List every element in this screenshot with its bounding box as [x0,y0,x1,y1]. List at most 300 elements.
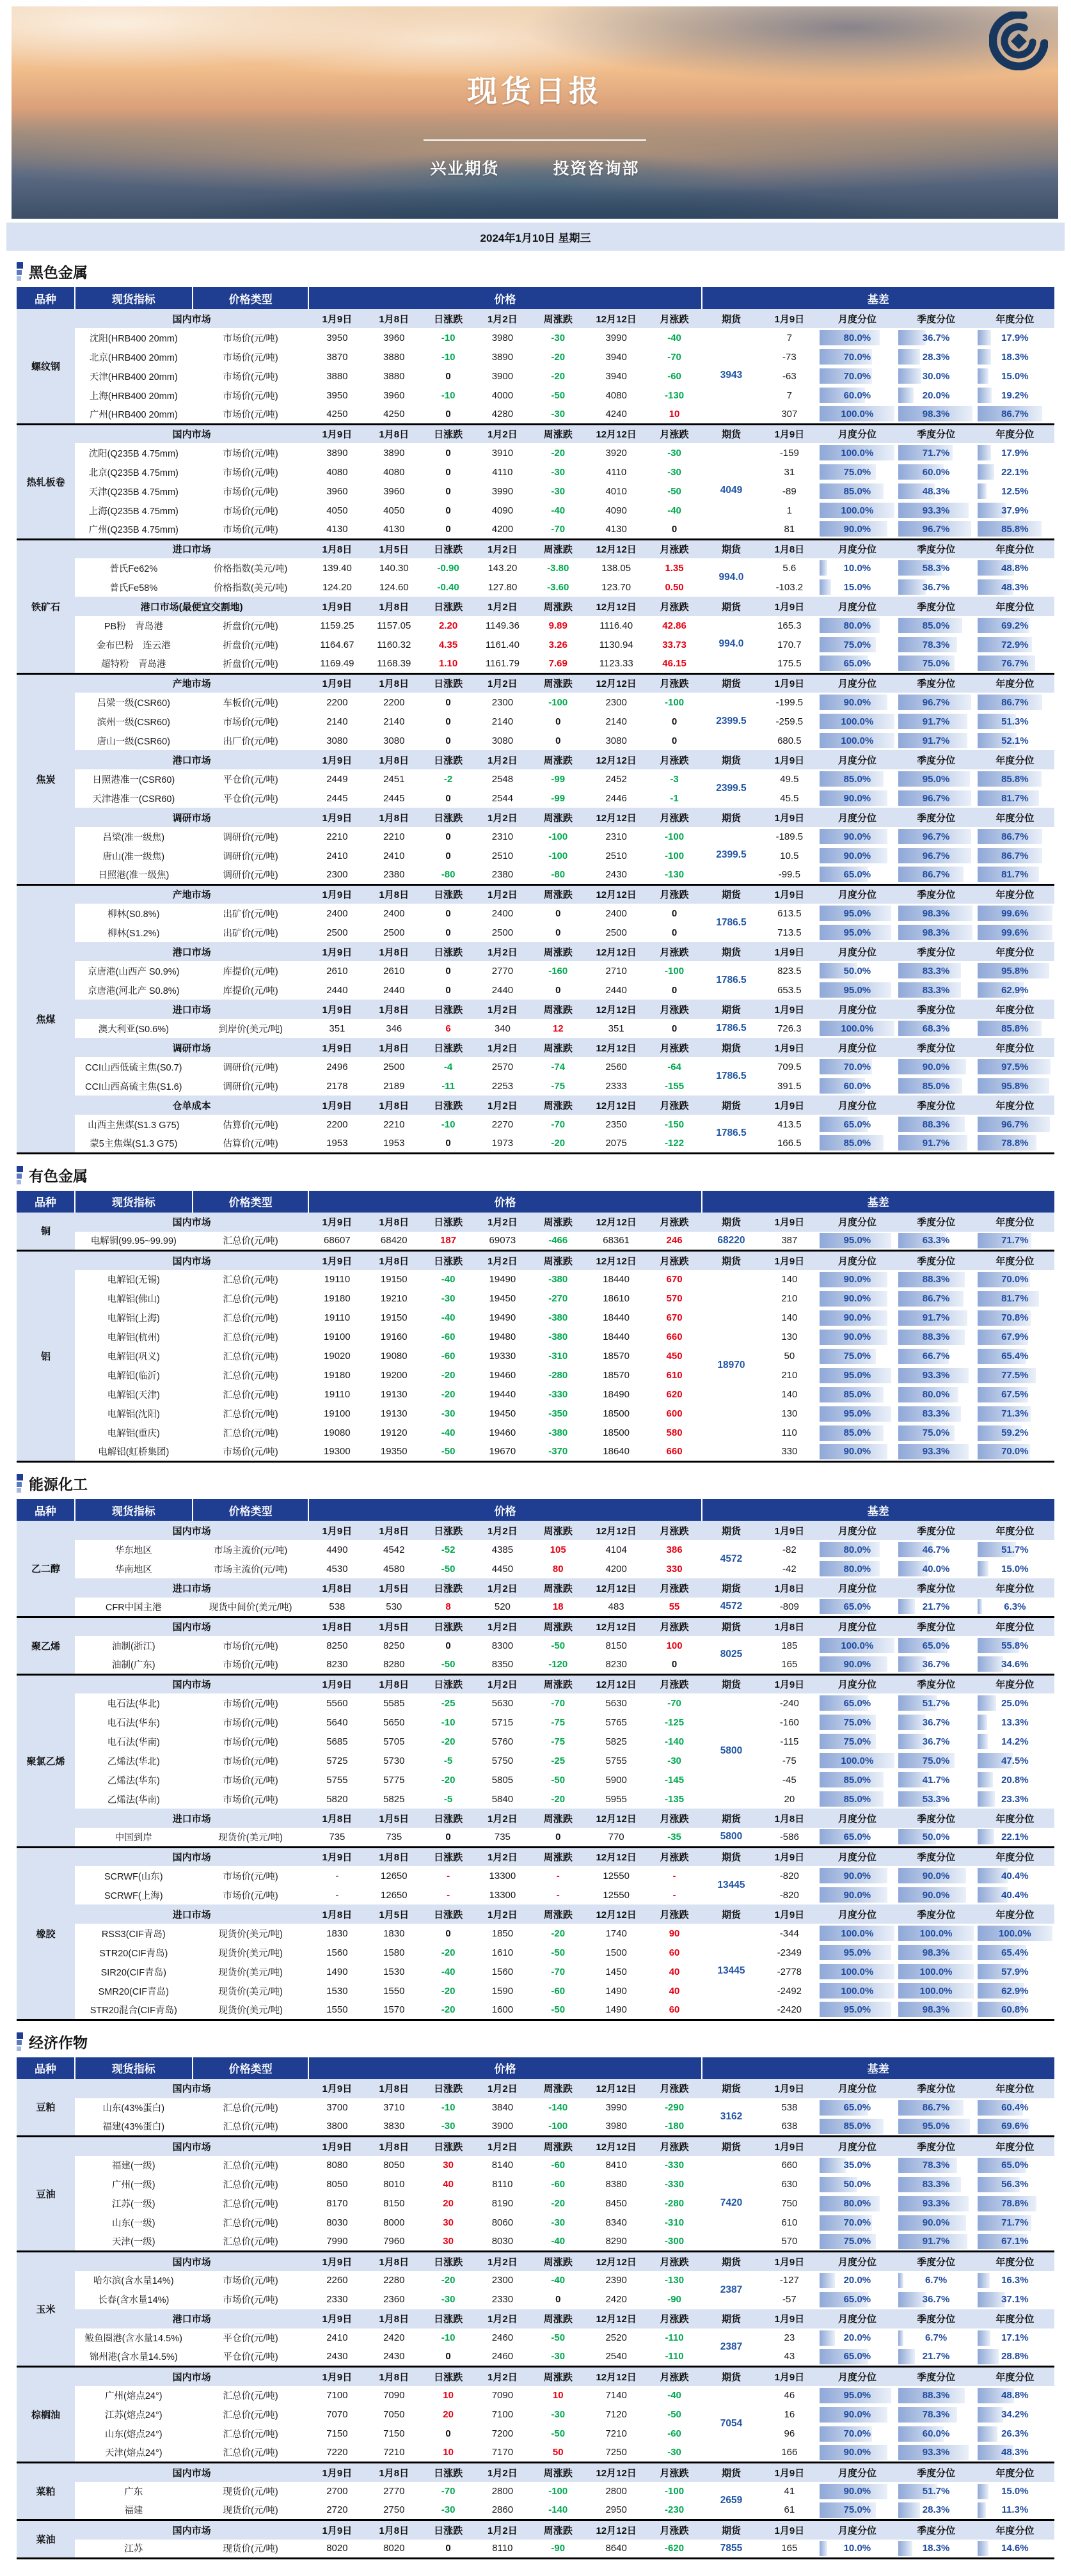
percentile-bar-wrap [820,1542,894,1557]
price-value: 2140 [326,716,348,727]
price-value: 2200 [326,1119,348,1130]
column-date-label: 年度分位 [976,1617,1054,1636]
change-value: 0 [445,735,451,746]
percentile-cell [818,2271,896,2290]
price-value: 770 [608,1831,624,1842]
percentile-cell [818,846,896,865]
price-type-label: 市场价(元/吨) [223,1890,278,1901]
price-value: 2420 [605,2294,627,2305]
price-value: 2750 [383,2504,405,2516]
percentile-value: 69.2% [1001,620,1029,631]
indicator-label: 天津(熔点24°) [104,2448,163,2459]
percentile-bar-wrap [898,695,973,710]
percentile-cell [976,1981,1054,2000]
percentile-bar-wrap [978,925,1052,940]
percentile-bar-wrap [978,829,1052,844]
percentile-cell [818,1076,896,1096]
percentile-bar-wrap [898,963,973,978]
price-value: 7090 [491,2390,514,2401]
percentile-bar-wrap [898,1715,973,1730]
column-date-label: 季度分位 [896,1096,975,1115]
column-date-label: 1月9日 [761,597,818,616]
price-value: 4130 [326,523,348,535]
percentile-value: 50.0% [843,965,871,977]
price-value: 4240 [605,408,627,420]
percentile-bar-wrap [978,1135,1052,1151]
column-date-label: 12月12日 [585,808,647,827]
price-type-label: 现货价(美元/吨) [218,2005,283,2016]
price-value: 13300 [489,1870,516,1881]
basis-value: -2349 [777,1947,802,1958]
percentile-bar-wrap [978,2484,1052,2499]
percentile-cell [818,462,896,482]
percentile-bar-wrap [820,579,894,595]
basis-value: -42 [782,1563,797,1575]
price-value: 1169.49 [320,657,354,669]
price-value: 2210 [383,1119,405,1130]
percentile-bar-wrap [898,2215,973,2231]
market-subheader-row [17,539,1054,558]
price-value: 2360 [383,2294,405,2305]
percentile-value: 36.7% [922,1658,950,1670]
price-value: 1490 [605,1985,627,1997]
market-label: 国内市场 [75,1617,309,1636]
percentile-bar-wrap [898,2426,973,2442]
percentile-bar-wrap [898,1135,973,1151]
percentile-bar-wrap [898,2273,973,2288]
price-value: 5630 [491,1697,514,1709]
percentile-bar-wrap [820,867,894,882]
percentile-bar-wrap [820,1444,894,1459]
price-group-header: 价格 [308,1191,701,1213]
percentile-value: 56.3% [1001,2179,1029,2190]
percentile-value: 90.0% [843,850,871,861]
section-bullet-icon [17,262,23,281]
column-date-label: 1月9日 [761,2137,818,2156]
indicator-label: STR20混合(CIF青岛) [90,2005,177,2016]
percentile-bar-wrap [820,848,894,863]
column-date-label: 月涨跌 [647,2252,702,2271]
column-date-label: 1月2日 [474,539,531,558]
price-value: 5840 [491,1793,514,1805]
basis-value: -82 [782,1544,797,1555]
percentile-cell [818,2424,896,2444]
percentile-cell [818,616,896,635]
change-value: -155 [665,1080,685,1092]
indicator-label: 乙烯法(华东) [107,1775,160,1786]
price-value: 5755 [605,1755,627,1766]
price-value: 2460 [491,2351,514,2362]
percentile-bar-wrap [978,2234,1052,2249]
percentile-bar-wrap [978,1117,1052,1132]
percentile-cell [818,2444,896,2463]
percentile-cell [818,1308,896,1328]
column-date-label: 季度分位 [896,1617,975,1636]
variety-label: 铜 [17,1213,75,1251]
percentile-cell [976,1289,1054,1308]
percentile-bar-wrap [898,1926,973,1941]
market-label: 进口市场 [75,1000,309,1019]
change-value: 20 [443,2198,454,2209]
column-date-label: 周涨跌 [531,1809,585,1828]
percentile-cell [896,1866,975,1885]
percentile-value: 20.0% [843,2275,871,2286]
basis-value: -45 [782,1774,797,1786]
percentile-bar-wrap [898,1638,973,1653]
column-date-label: 月涨跌 [647,1674,702,1693]
percentile-value: 78.3% [922,2409,950,2420]
price-type-label: 现货价(美元/吨) [218,1967,283,1978]
column-date-label: 年度分位 [976,1674,1054,1693]
column-date-label: 年度分位 [976,1038,1054,1057]
percentile-cell [896,865,975,884]
column-date-label: 1月2日 [474,2520,531,2540]
price-value: 5900 [605,1774,627,1786]
percentile-bar [978,349,991,365]
percentile-cell [896,789,975,808]
spot-daily-report-page [0,6,1071,2576]
column-date-label: 月涨跌 [647,1847,702,1866]
basis-value: -89 [782,485,797,497]
column-date-label: 1月8日 [365,1038,422,1057]
change-value: -370 [548,1446,568,1457]
percentile-bar-wrap [978,2445,1052,2460]
percentile-cell [818,731,896,750]
indicator-label: 电解铝(临沂) [107,1371,160,1381]
percentile-cell [818,1347,896,1366]
table-row [17,1828,1054,1847]
percentile-cell [896,1134,975,1153]
percentile-cell [896,1328,975,1347]
price-value: 19110 [324,1274,351,1285]
price-value: 18640 [603,1446,630,1457]
percentile-bar [978,388,992,403]
percentile-bar-wrap [898,925,973,940]
table-row [17,347,1054,366]
change-value: 90 [669,1928,680,1939]
indicator-label: 电解铜(99.95~99.99) [90,1236,177,1247]
percentile-cell [896,2117,975,2137]
percentile-cell [976,2233,1054,2252]
indicator-label: SCRWF(山东) [104,1871,163,1882]
column-date-label: 季度分位 [896,2309,975,2329]
percentile-cell [976,1404,1054,1424]
price-value: 2253 [491,1080,514,1092]
basis-value: -344 [779,1928,799,1939]
percentile-cell [818,1366,896,1385]
column-date-label: 1月9日 [761,2252,818,2271]
column-date-label: 12月12日 [585,2079,647,2098]
change-value: -3.60 [547,581,569,593]
change-value: 0 [445,408,451,420]
percentile-value: 75.0% [843,1736,871,1747]
basis-value: 613.5 [777,907,802,919]
percentile-bar-wrap [820,2177,894,2192]
price-type-label: 汇总价(元/吨) [223,2430,278,2440]
percentile-value: 85.0% [843,1137,871,1149]
percentile-value: 65.4% [1001,1947,1029,1958]
column-date-label: 1月8日 [365,309,422,328]
column-date-label: 月涨跌 [647,1213,702,1232]
change-value: -50 [441,1563,456,1575]
percentile-value: 70.0% [843,370,871,382]
percentile-cell [976,2348,1054,2367]
column-date-label: 1月2日 [474,2137,531,2156]
column-date-label: 日涨跌 [422,1096,474,1115]
column-date-label: 周涨跌 [531,808,585,827]
percentile-bar [898,388,913,403]
table-row [17,2540,1054,2559]
column-date-label: 1月2日 [474,597,531,616]
price-type-label: 市场价(元/吨) [223,1641,278,1652]
price-value: 1590 [491,1985,514,1997]
percentile-cell [896,846,975,865]
indicator-label: 唐山一级(CSR60) [97,736,170,747]
percentile-cell [976,923,1054,942]
change-value: -466 [548,1235,568,1246]
change-value: 570 [666,1293,683,1304]
percentile-bar-wrap [820,330,894,345]
column-date-label: 12月12日 [585,1038,647,1057]
percentile-cell [818,1289,896,1308]
percentile-value: 10.0% [843,562,871,574]
change-value: -50 [551,1774,566,1786]
change-value: -100 [548,2121,568,2132]
percentile-bar [978,1829,994,1844]
market-subheader-row [17,884,1054,904]
indicator-label: 哈尔滨(含水量14%) [93,2276,174,2286]
percentile-bar-wrap [820,1310,894,1326]
price-type-label: 库提价(元/吨) [223,986,278,996]
percentile-value: 65.0% [843,2351,871,2362]
futures-price: 1786.5 [716,1127,747,1139]
price-value: 2210 [383,831,405,842]
column-date-label: 1月8日 [365,2137,422,2156]
percentile-value: 95.0% [843,1235,871,1246]
price-type-label: 市场价(元/吨) [223,333,278,344]
basis-value: 166 [781,2447,798,2458]
percentile-cell [896,731,975,750]
indicator-label: 日照港(准一级焦) [98,870,170,881]
change-value: -120 [548,1658,568,1670]
change-value: -30 [667,2447,681,2458]
change-value: -30 [551,332,566,343]
percentile-cell [896,1828,975,1847]
price-value: 2200 [383,696,405,708]
percentile-value: 23.3% [1001,1793,1029,1805]
indicator-label: 普氏Fe62% [109,563,158,574]
variety-column-header: 品种 [17,1191,75,1213]
percentile-cell [976,1134,1054,1153]
futures-price: 994.0 [718,572,744,583]
percentile-bar-wrap [820,1715,894,1730]
percentile-value: 34.2% [1001,2409,1029,2420]
futures-price: 4049 [720,485,743,496]
market-subheader-row [17,942,1054,961]
percentile-bar-wrap [820,1887,894,1903]
percentile-bar-wrap [978,1387,1052,1402]
change-value: -1 [670,792,679,804]
percentile-cell [976,693,1054,712]
percentile-value: 90.0% [843,831,871,842]
change-value: -20 [441,1985,456,1997]
report-title: 现货日报 [467,74,603,108]
percentile-bar-wrap [898,1964,973,1979]
percentile-cell [818,366,896,386]
percentile-bar-wrap [978,464,1052,480]
table-row [17,1693,1054,1713]
percentile-bar-wrap [820,2119,894,2134]
percentile-bar-wrap [820,2502,894,2518]
column-date-label: 期货 [702,884,761,904]
percentile-bar-wrap [898,388,973,403]
percentile-bar-wrap [820,2158,894,2173]
market-label: 港口市场 [75,750,309,769]
percentile-value: 17.9% [1001,447,1029,459]
column-date-label: 期货 [702,2252,761,2271]
column-date-label: 1月8日 [365,2252,422,2271]
change-value: -130 [665,2275,685,2286]
percentile-value: 77.5% [1001,1370,1029,1381]
change-value: -100 [665,2486,685,2497]
percentile-cell [896,1789,975,1809]
table-row [17,1636,1054,1655]
column-date-label: 日涨跌 [422,1674,474,1693]
table-row [17,366,1054,386]
price-value: 3700 [326,2102,348,2113]
percentile-value: 65.0% [922,1640,950,1651]
percentile-bar-wrap [978,2119,1052,2134]
percentile-value: 71.7% [1001,1235,1029,1246]
indicator-label: 电石法(华南) [107,1737,160,1748]
percentile-cell [818,2329,896,2348]
percentile-cell [818,2175,896,2194]
percentile-cell [818,1981,896,2000]
percentile-bar-wrap [898,1561,973,1576]
change-value: 10 [669,408,680,420]
basis-value: 140 [781,1312,798,1323]
futures-price: 2659 [720,2494,743,2506]
percentile-bar-wrap [820,1772,894,1787]
percentile-bar-wrap [978,2158,1052,2173]
percentile-bar [898,2273,903,2288]
price-value: 8020 [326,2543,348,2554]
price-value: 1610 [491,1947,514,1958]
column-date-label: 期货 [702,808,761,827]
price-value: 2800 [491,2486,514,2497]
variety-label: 玉米 [17,2252,75,2367]
change-value: -125 [665,1716,685,1728]
price-value: 4080 [326,466,348,478]
indicator-label: 沈阳(Q235B 4.75mm) [88,448,178,459]
table-row [17,904,1054,923]
table-row [17,2501,1054,2520]
column-date-label: 12月12日 [585,1847,647,1866]
change-value: 12 [552,1023,564,1034]
price-value: 4130 [383,523,405,535]
percentile-value: 75.0% [922,1427,950,1438]
column-date-label: 1月9日 [761,1251,818,1270]
change-value: -10 [441,1716,456,1728]
column-date-label: 1月8日 [365,808,422,827]
percentile-cell [976,731,1054,750]
indicator-label: 山东(一级) [111,2219,155,2229]
percentile-cell [818,1115,896,1134]
column-date-label: 年度分位 [976,1521,1054,1540]
indicator-label: CFR中国主港 [105,1602,162,1613]
table-row [17,1866,1054,1885]
market-subheader-row [17,1096,1054,1115]
price-type-label: 汇总价(元/吨) [223,1410,278,1420]
market-subheader-row [17,1000,1054,1019]
column-date-label: 月度分位 [818,942,896,961]
table-row [17,654,1054,673]
price-value: 4385 [491,1544,514,1555]
column-date-label: 季度分位 [896,597,975,616]
change-value: -110 [665,2351,684,2362]
percentile-cell [976,462,1054,482]
percentile-value: 15.0% [843,581,871,593]
price-value: 8230 [326,1658,348,1670]
price-value: 3920 [605,447,627,459]
price-value: 2610 [326,965,348,977]
basis-value: 307 [781,408,798,420]
price-value: 4542 [383,1544,405,1555]
change-value: -100 [548,831,568,842]
percentile-value: 60.0% [922,466,950,478]
price-value: 19130 [380,1389,408,1400]
percentile-value: 90.0% [843,696,871,708]
price-type-label: 市场价(元/吨) [223,1871,278,1882]
percentile-bar-wrap [898,1695,973,1711]
change-value: -30 [551,408,566,420]
percentile-cell [818,1732,896,1751]
price-type-label: 市场价(元/吨) [223,1756,278,1767]
column-date-label: 1月9日 [308,1038,365,1057]
price-value: 5560 [326,1697,348,1709]
change-value: - [672,1870,676,1881]
price-value: 2770 [491,965,514,977]
basis-value: -57 [782,2294,797,2305]
column-date-label: 季度分位 [896,673,975,693]
column-date-label: 日涨跌 [422,1038,474,1057]
futures-price: 13445 [717,1880,745,1890]
market-subheader-row [17,1578,1054,1598]
percentile-cell [976,1924,1054,1943]
price-value: 5755 [326,1774,348,1786]
percentile-value: 81.7% [1001,792,1029,804]
price-type-label: 调研价(元/吨) [223,1081,278,1092]
percentile-value: 62.9% [1001,984,1029,996]
column-date-label: 1月5日 [365,1809,422,1828]
indicator-label: 天津港准一(CSR60) [92,794,175,805]
change-value: -100 [665,850,685,861]
percentile-bar-wrap [978,1926,1052,1941]
percentile-value: 72.9% [1001,639,1029,650]
percentile-cell [818,2482,896,2501]
percentile-value: 70.0% [843,351,871,363]
column-date-label: 1月8日 [365,2463,422,2482]
price-value: 483 [608,1601,624,1612]
change-value: -90 [551,2543,566,2554]
variety-label: 铝 [17,1251,75,1462]
percentile-bar [978,2407,1003,2423]
basis-value: -199.5 [775,696,804,708]
percentile-bar-wrap [978,560,1052,576]
percentile-cell [976,1559,1054,1578]
percentile-cell [818,2348,896,2367]
price-value: 19160 [380,1331,408,1342]
